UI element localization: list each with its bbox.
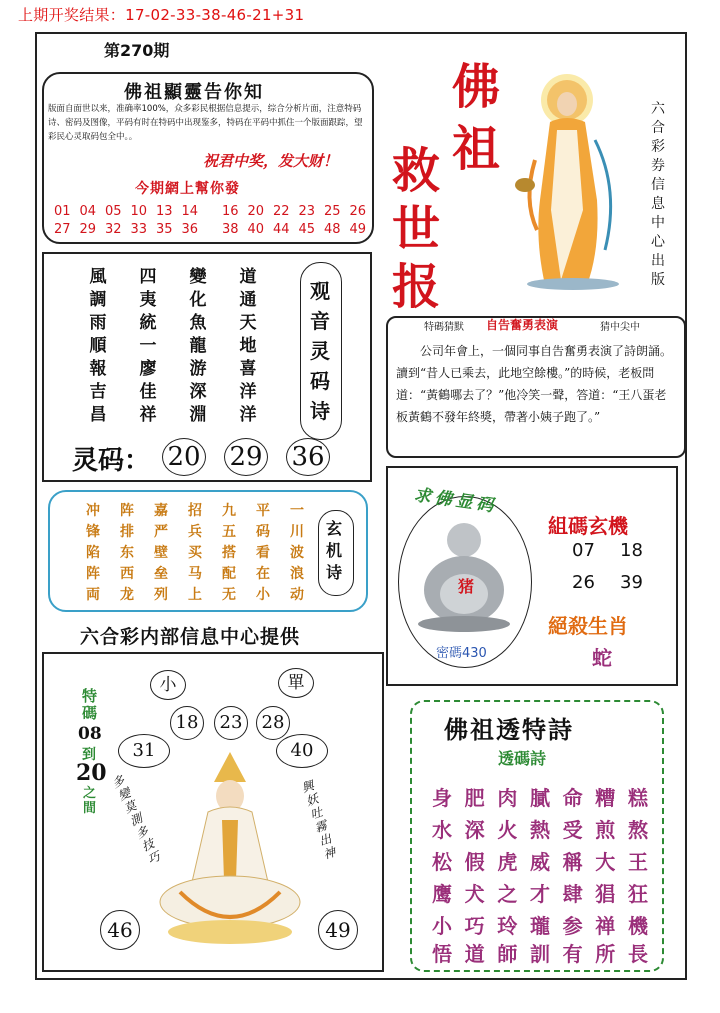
combo-title: 組碼玄機 [548, 514, 628, 538]
special-poem-char: 王 [627, 850, 648, 874]
xuanji-char: 阵 [120, 503, 134, 519]
special-poem-char: 所 [595, 942, 616, 966]
special-poem-char: 糕 [627, 786, 648, 810]
xuanji-column-7 [282, 500, 312, 605]
xuanji-char: 小 [256, 587, 270, 603]
notice-number: 36 [181, 222, 199, 237]
special-poem-char: 参 [562, 914, 583, 938]
special-code-end-word: 之間 [83, 786, 97, 816]
laughing-buddha-image [414, 512, 514, 632]
poem-char: 夷 [139, 290, 157, 310]
xuanji-column-6 [248, 500, 278, 605]
special-poem-char: 假 [464, 850, 485, 874]
xuanji-char: 配 [222, 566, 236, 582]
combo-number-1: 07 [572, 540, 595, 561]
special-poem-char: 道 [464, 942, 485, 966]
xuanji-column-3 [146, 500, 176, 605]
xuanji-column-4 [180, 500, 210, 605]
notice-number: 25 [323, 204, 341, 219]
special-poem-char: 命 [562, 786, 583, 810]
poem-char: 一 [139, 336, 157, 356]
seated-guanyin-image [150, 742, 310, 952]
poem-char: 喜 [239, 359, 257, 379]
special-poem-char: 悟 [432, 942, 452, 966]
poem-char: 風 [89, 267, 107, 287]
special-poem-char: 煎 [595, 818, 616, 842]
special-poem-char: 大 [595, 850, 616, 874]
poem-column-4 [226, 262, 270, 423]
notice-number: 40 [247, 222, 264, 237]
combo-number-2: 18 [620, 540, 643, 561]
notice-number: 13 [156, 204, 173, 219]
special-num-40: 40 [276, 734, 328, 768]
special-code-to-word: 到 [82, 747, 96, 763]
special-poem-row [428, 878, 652, 907]
xuanji-char: 招 [188, 503, 202, 519]
poem-column-3 [176, 262, 220, 423]
xuanji-char: 上 [188, 587, 202, 603]
xuanji-char: 在 [256, 566, 270, 582]
spirit-code-1: 20 [162, 438, 206, 476]
special-poem-char: 猖 [595, 882, 616, 906]
poem-char: 深 [189, 382, 207, 402]
notice-number: 10 [130, 204, 148, 219]
xuanji-column-1 [78, 500, 108, 605]
special-poem-char: 肥 [464, 786, 485, 810]
xuanji-char: 东 [120, 545, 134, 561]
xuanji-char: 川 [290, 524, 304, 540]
xuanji-char: 波 [290, 545, 304, 561]
xuanji-char: 看 [256, 545, 270, 561]
special-poem-title: 佛祖透特詩 [444, 715, 574, 744]
xuanji-char: 平 [256, 503, 270, 519]
xuanji-char: 排 [120, 524, 134, 540]
special-poem-row [428, 938, 652, 967]
notice-number: 26 [349, 204, 366, 219]
notice-number: 29 [79, 222, 97, 237]
buddha-badge: 猪 [458, 577, 475, 596]
xuanji-char: 両 [86, 587, 100, 603]
special-poem-row [428, 910, 652, 939]
notice-number: 22 [272, 204, 290, 219]
special-poem-char: 訓 [529, 942, 550, 966]
special-num-49: 49 [318, 910, 358, 950]
xuanji-char: 垒 [154, 566, 168, 582]
notice-number: 45 [298, 222, 315, 237]
spirit-code-label: 灵码： [72, 446, 151, 476]
notice-number: 04 [79, 204, 97, 219]
poem-char: 變 [189, 267, 207, 287]
special-poem-char: 膩 [529, 786, 550, 810]
special-poem-char: 狂 [627, 882, 648, 906]
publisher-side-text: 六合彩券信息中心出版 [651, 101, 665, 288]
special-poem-char: 火 [497, 818, 518, 842]
small-badge: 小 [150, 670, 186, 700]
poem-char: 地 [239, 336, 257, 356]
notice-number: 49 [349, 222, 366, 237]
special-poem-char: 受 [562, 818, 583, 842]
joke-title: 自告奮勇表演 [486, 318, 559, 332]
notice-number: 48 [323, 222, 341, 237]
odd-badge: 單 [278, 668, 314, 698]
special-poem-char: 虎 [497, 850, 518, 874]
special-code-to: 20 [76, 760, 107, 786]
special-poem-char: 身 [432, 786, 452, 810]
special-num-18: 18 [170, 706, 204, 740]
special-poem-char: 鹰 [432, 882, 452, 906]
xuanji-char: 阵 [86, 566, 100, 582]
xuanji-char: 马 [188, 566, 202, 582]
masthead-char-1: 佛 [452, 59, 501, 115]
joke-tag-left: 特碼猜默 [424, 322, 464, 333]
poem-char: 調 [89, 290, 107, 310]
xuanji-char: 五 [222, 524, 236, 540]
special-code-label: 特碼 [82, 687, 98, 722]
notice-numbers-row-2 [54, 222, 366, 237]
special-poem-char: 小 [432, 914, 452, 938]
notice-number: 32 [105, 222, 122, 237]
special-poem-char: 威 [529, 850, 550, 874]
xuanji-char: 无 [222, 587, 236, 603]
poem-char: 吉 [89, 382, 107, 402]
notice-title: 佛祖顯靈告你知 [124, 82, 264, 103]
special-poem-row [428, 846, 652, 875]
poem-char: 祥 [139, 405, 157, 425]
xuanji-char: 兵 [188, 524, 202, 540]
notice-number: 44 [272, 222, 290, 237]
poem-char: 統 [139, 313, 157, 333]
notice-number: 38 [221, 222, 239, 237]
special-poem-char: 稱 [562, 850, 583, 874]
poem-char: 四 [139, 267, 157, 287]
notice-subtitle: 今期網上幫你發 [135, 181, 240, 197]
xuanji-char: 一 [290, 503, 304, 519]
special-poem-char: 巧 [464, 914, 485, 938]
special-poem-char: 禅 [595, 914, 616, 938]
xuanji-char: 买 [188, 545, 202, 561]
special-poem-char: 肆 [562, 882, 583, 906]
combo-number-3: 26 [572, 572, 595, 593]
special-poem-row [428, 814, 652, 843]
special-poem-row [428, 782, 652, 811]
xuanji-column-5 [214, 500, 244, 605]
masthead-char-3: 救 [392, 143, 441, 199]
special-poem-char: 之 [497, 882, 518, 906]
notice-number: 33 [130, 222, 148, 237]
special-poem-char: 師 [497, 942, 518, 966]
provided-by-text: 六合彩内部信息中心提供 [80, 626, 301, 648]
poem-char: 道 [239, 267, 257, 287]
masthead-char-5: 报 [392, 259, 441, 315]
special-poem-char: 長 [627, 942, 648, 966]
poem-char: 佳 [139, 382, 157, 402]
notice-body: 版面自面世以来，准确率100%，众多彩民根据信息提示，综合分析片面，注意特码诗、密码及图像，平码有时在特码中出现鉴多，特码在平码中抓住一个版面跟踪，望彩民心灵取码包全中。。 [48, 104, 363, 142]
xuanji-char: 浪 [290, 566, 304, 582]
spirit-code-2: 29 [224, 438, 268, 476]
xuanji-char: 搭 [222, 545, 236, 561]
xuanji-char: 码 [256, 524, 270, 540]
combo-number-4: 39 [620, 572, 643, 593]
last-result-banner: 上期开奖结果：17-02-33-38-46-21+31 [18, 6, 305, 24]
guanyin-figure-image [505, 40, 635, 290]
special-code-from: 08 [78, 724, 102, 744]
poem-char: 雨 [89, 313, 107, 333]
poem-char: 化 [189, 290, 207, 310]
notice-number: 16 [221, 204, 239, 219]
notice-numbers-row-1 [54, 204, 366, 219]
poem-char: 魚 [189, 313, 207, 333]
xuanji-column-2 [112, 500, 142, 605]
poem-char: 洋 [239, 382, 257, 402]
xuanji-char: 锋 [86, 524, 100, 540]
xuanji-char: 严 [154, 524, 168, 540]
buddha-secret-code: 密碼430 [436, 646, 487, 661]
poem-char: 游 [189, 359, 207, 379]
xuanji-char: 冲 [86, 503, 100, 519]
special-poem-char: 松 [432, 850, 452, 874]
notice-number: 14 [181, 204, 199, 219]
poem-char: 淵 [189, 405, 207, 425]
xuanji-label: 玄机诗 [326, 519, 343, 582]
poem-char: 廖 [139, 359, 157, 379]
special-poem-char: 熱 [529, 818, 550, 842]
poem-char: 天 [239, 313, 257, 333]
special-poem-char: 深 [464, 818, 485, 842]
joke-body: 公司年會上，一個同事自告奮勇表演了詩朗誦。讀到“昔人已乘去，此地空餘樓。”的時候，老板問道：“黃鶴哪去了？”他冷笑一聲，答道：“王八蛋老板黃鶴不發年終獎，帶著小姨子跑了。” [396, 344, 673, 424]
special-num-46: 46 [100, 910, 140, 950]
poem-char: 報 [89, 359, 107, 379]
masthead-char-4: 世 [392, 201, 441, 257]
joke-tag-right: 猜中尖中 [600, 322, 640, 333]
notice-number: 35 [156, 222, 173, 237]
right-arc-text: 興妖吐霧出神 [300, 778, 338, 862]
xuanji-char: 动 [290, 587, 304, 603]
notice-number: 20 [247, 204, 264, 219]
xuanji-char: 列 [154, 587, 168, 603]
spirit-code-3: 36 [286, 438, 330, 476]
poem-char: 通 [239, 290, 257, 310]
buddha-title: 求佛显码 [412, 485, 499, 517]
special-poem-char: 瓏 [529, 914, 550, 938]
xuanji-char: 九 [222, 503, 236, 519]
special-poem-char: 才 [529, 882, 550, 906]
special-num-23: 23 [214, 706, 248, 740]
kill-zodiac-value: 蛇 [592, 646, 612, 670]
special-poem-char: 肉 [497, 786, 518, 810]
notice-number: 01 [54, 204, 71, 219]
xuanji-char: 壁 [154, 545, 168, 561]
poem-char: 順 [89, 336, 107, 356]
guanyin-poem-label: 观音灵码诗 [310, 279, 330, 423]
notice-number: 23 [298, 204, 315, 219]
special-poem-char: 玲 [497, 914, 518, 938]
special-num-31: 31 [118, 734, 170, 768]
special-poem-char: 熬 [627, 818, 648, 842]
poem-column-1 [76, 262, 120, 423]
special-poem-char: 有 [562, 942, 583, 966]
xuanji-char: 陷 [86, 545, 100, 561]
left-arc-text: 多變莫測多技巧 [110, 772, 163, 867]
issue-number: 第270期 [104, 41, 170, 60]
poem-char: 昌 [89, 405, 107, 425]
special-poem-char: 犬 [464, 882, 485, 906]
poem-column-2 [126, 262, 170, 423]
notice-number: 27 [54, 222, 71, 237]
masthead-char-2: 祖 [452, 121, 501, 177]
poem-char: 洋 [239, 405, 257, 425]
special-poem-char: 機 [627, 914, 648, 938]
poem-char: 龍 [189, 336, 207, 356]
xuanji-char: 嘉 [154, 503, 168, 519]
special-poem-char: 糟 [595, 786, 616, 810]
special-poem-subtitle: 透碼詩 [498, 749, 547, 768]
notice-wish: 祝君中奖，发大财！ [203, 152, 339, 170]
special-num-28: 28 [256, 706, 290, 740]
notice-number: 05 [105, 204, 122, 219]
xuanji-char: 西 [120, 566, 134, 582]
special-poem-char: 水 [432, 818, 452, 842]
xuanji-char: 龙 [120, 587, 134, 603]
kill-zodiac-title: 絕殺生肖 [548, 614, 628, 638]
